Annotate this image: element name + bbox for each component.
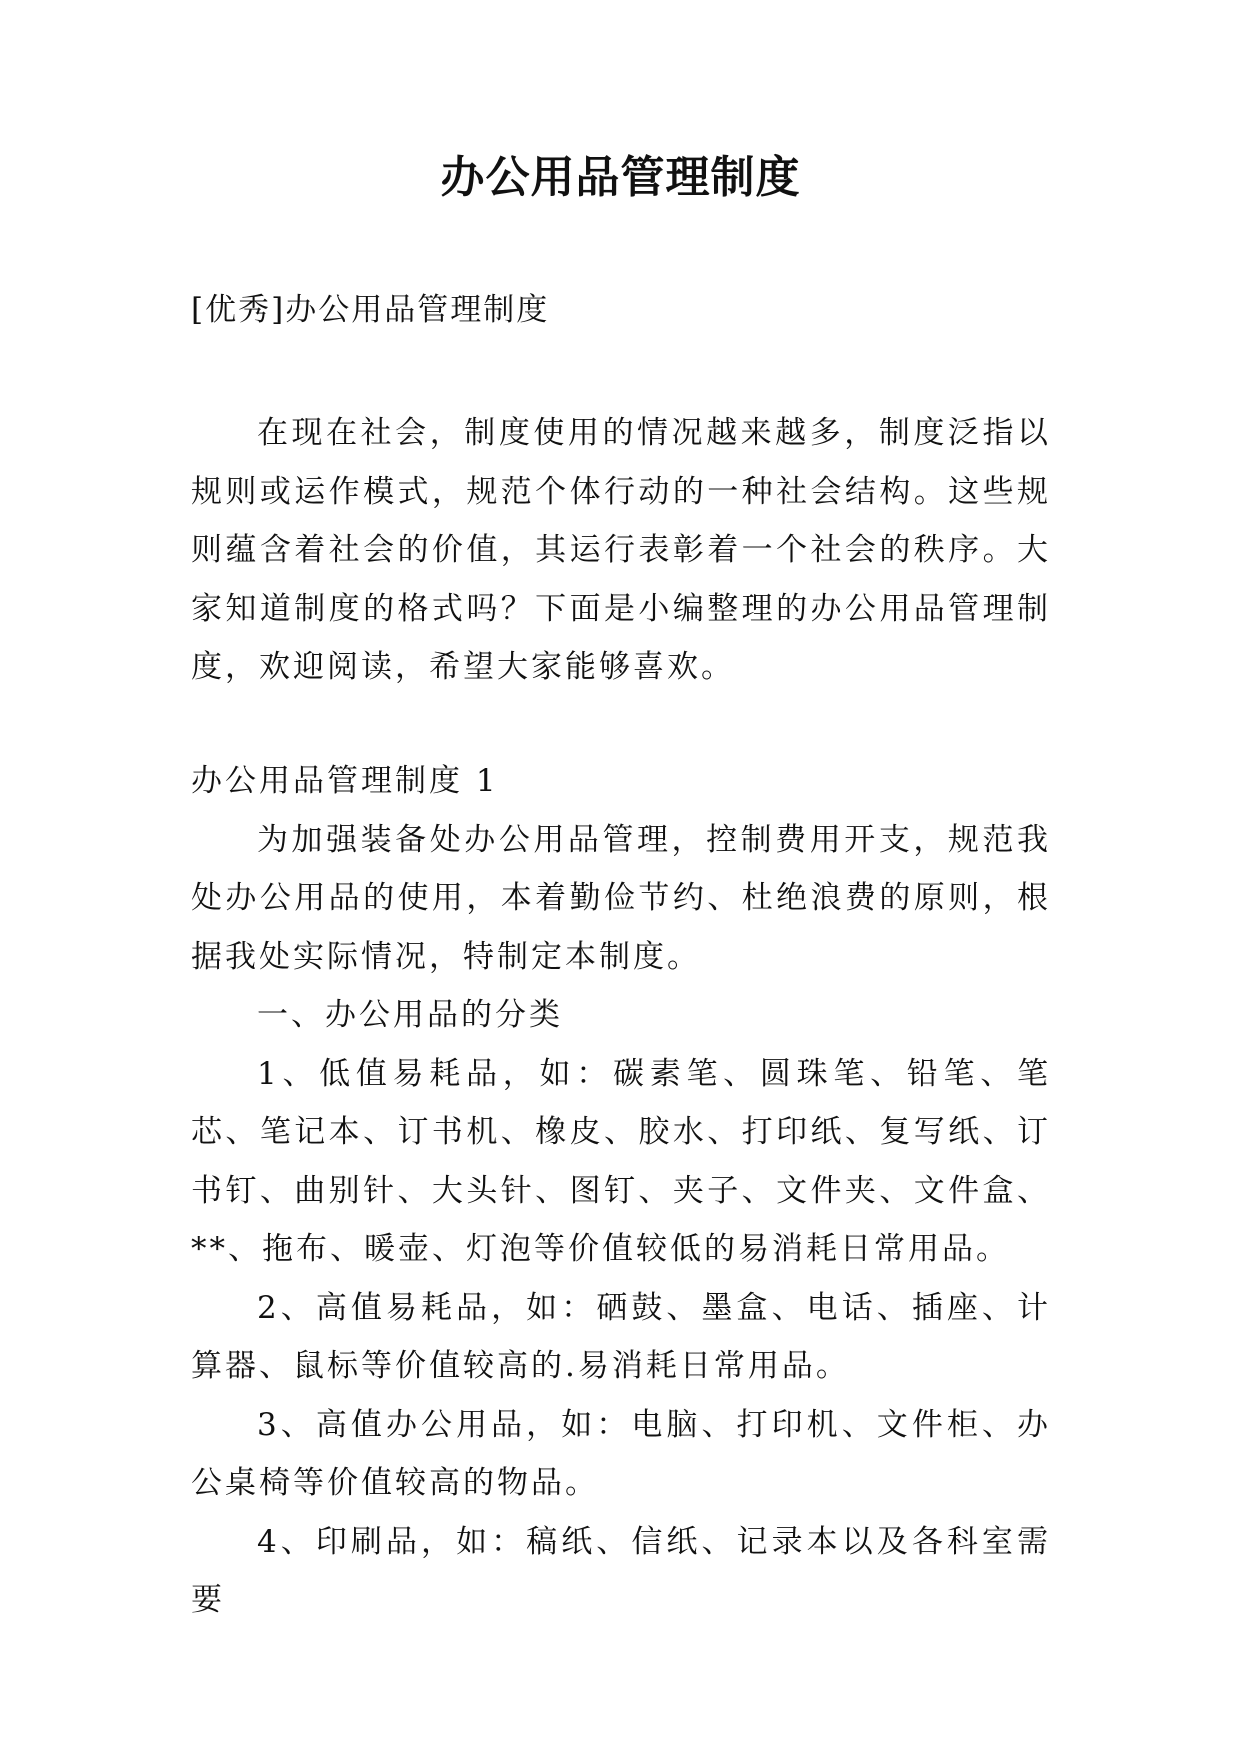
body-paragraph: 4、印刷品，如：稿纸、信纸、记录本以及各科室需要 xyxy=(191,1523,1051,1618)
body-paragraph: 2、高值易耗品，如：硒鼓、墨盒、电话、插座、计算器、鼠标等价值较高的.易消耗日常用品。 xyxy=(191,1289,1051,1384)
document-subtitle: [优秀]办公用品管理制度 xyxy=(191,292,550,328)
body-paragraph: 3、高值办公用品，如：电脑、打印机、文件柜、办公桌椅等价值较高的物品。 xyxy=(191,1406,1051,1501)
section-block xyxy=(191,752,1051,1630)
intro-block xyxy=(191,404,1051,697)
section-heading: 办公用品管理制度 1 xyxy=(191,763,499,799)
body-paragraph: 为加强装备处办公用品管理，控制费用开支，规范我处办公用品的使用，本着勤俭节约、杜绝浪费的原则，根据我处实际情况，特制定本制度。 xyxy=(191,821,1051,975)
intro-paragraph: 在现在社会，制度使用的情况越来越多，制度泛指以规则或运作模式，规范个体行动的一种社会结构。这些规则蕴含着社会的价值，其运行表彰着一个社会的秩序。大家知道制度的格式吗？下面是小编整理的办公用品管理制度，欢迎阅读，希望大家能够喜欢。 xyxy=(191,415,1051,685)
document-title: 办公用品管理制度 xyxy=(440,152,801,203)
category-heading: 一、办公用品的分类 xyxy=(257,997,563,1033)
body-paragraph: 1、低值易耗品，如：碳素笔、圆珠笔、铅笔、笔芯、笔记本、订书机、橡皮、胶水、打印纸、复写纸、订书钉、曲别针、大头针、图钉、夹子、文件夹、文件盒、**、拖布、暖壶、灯泡等价值较低的易消耗日常用品。 xyxy=(191,1055,1051,1267)
